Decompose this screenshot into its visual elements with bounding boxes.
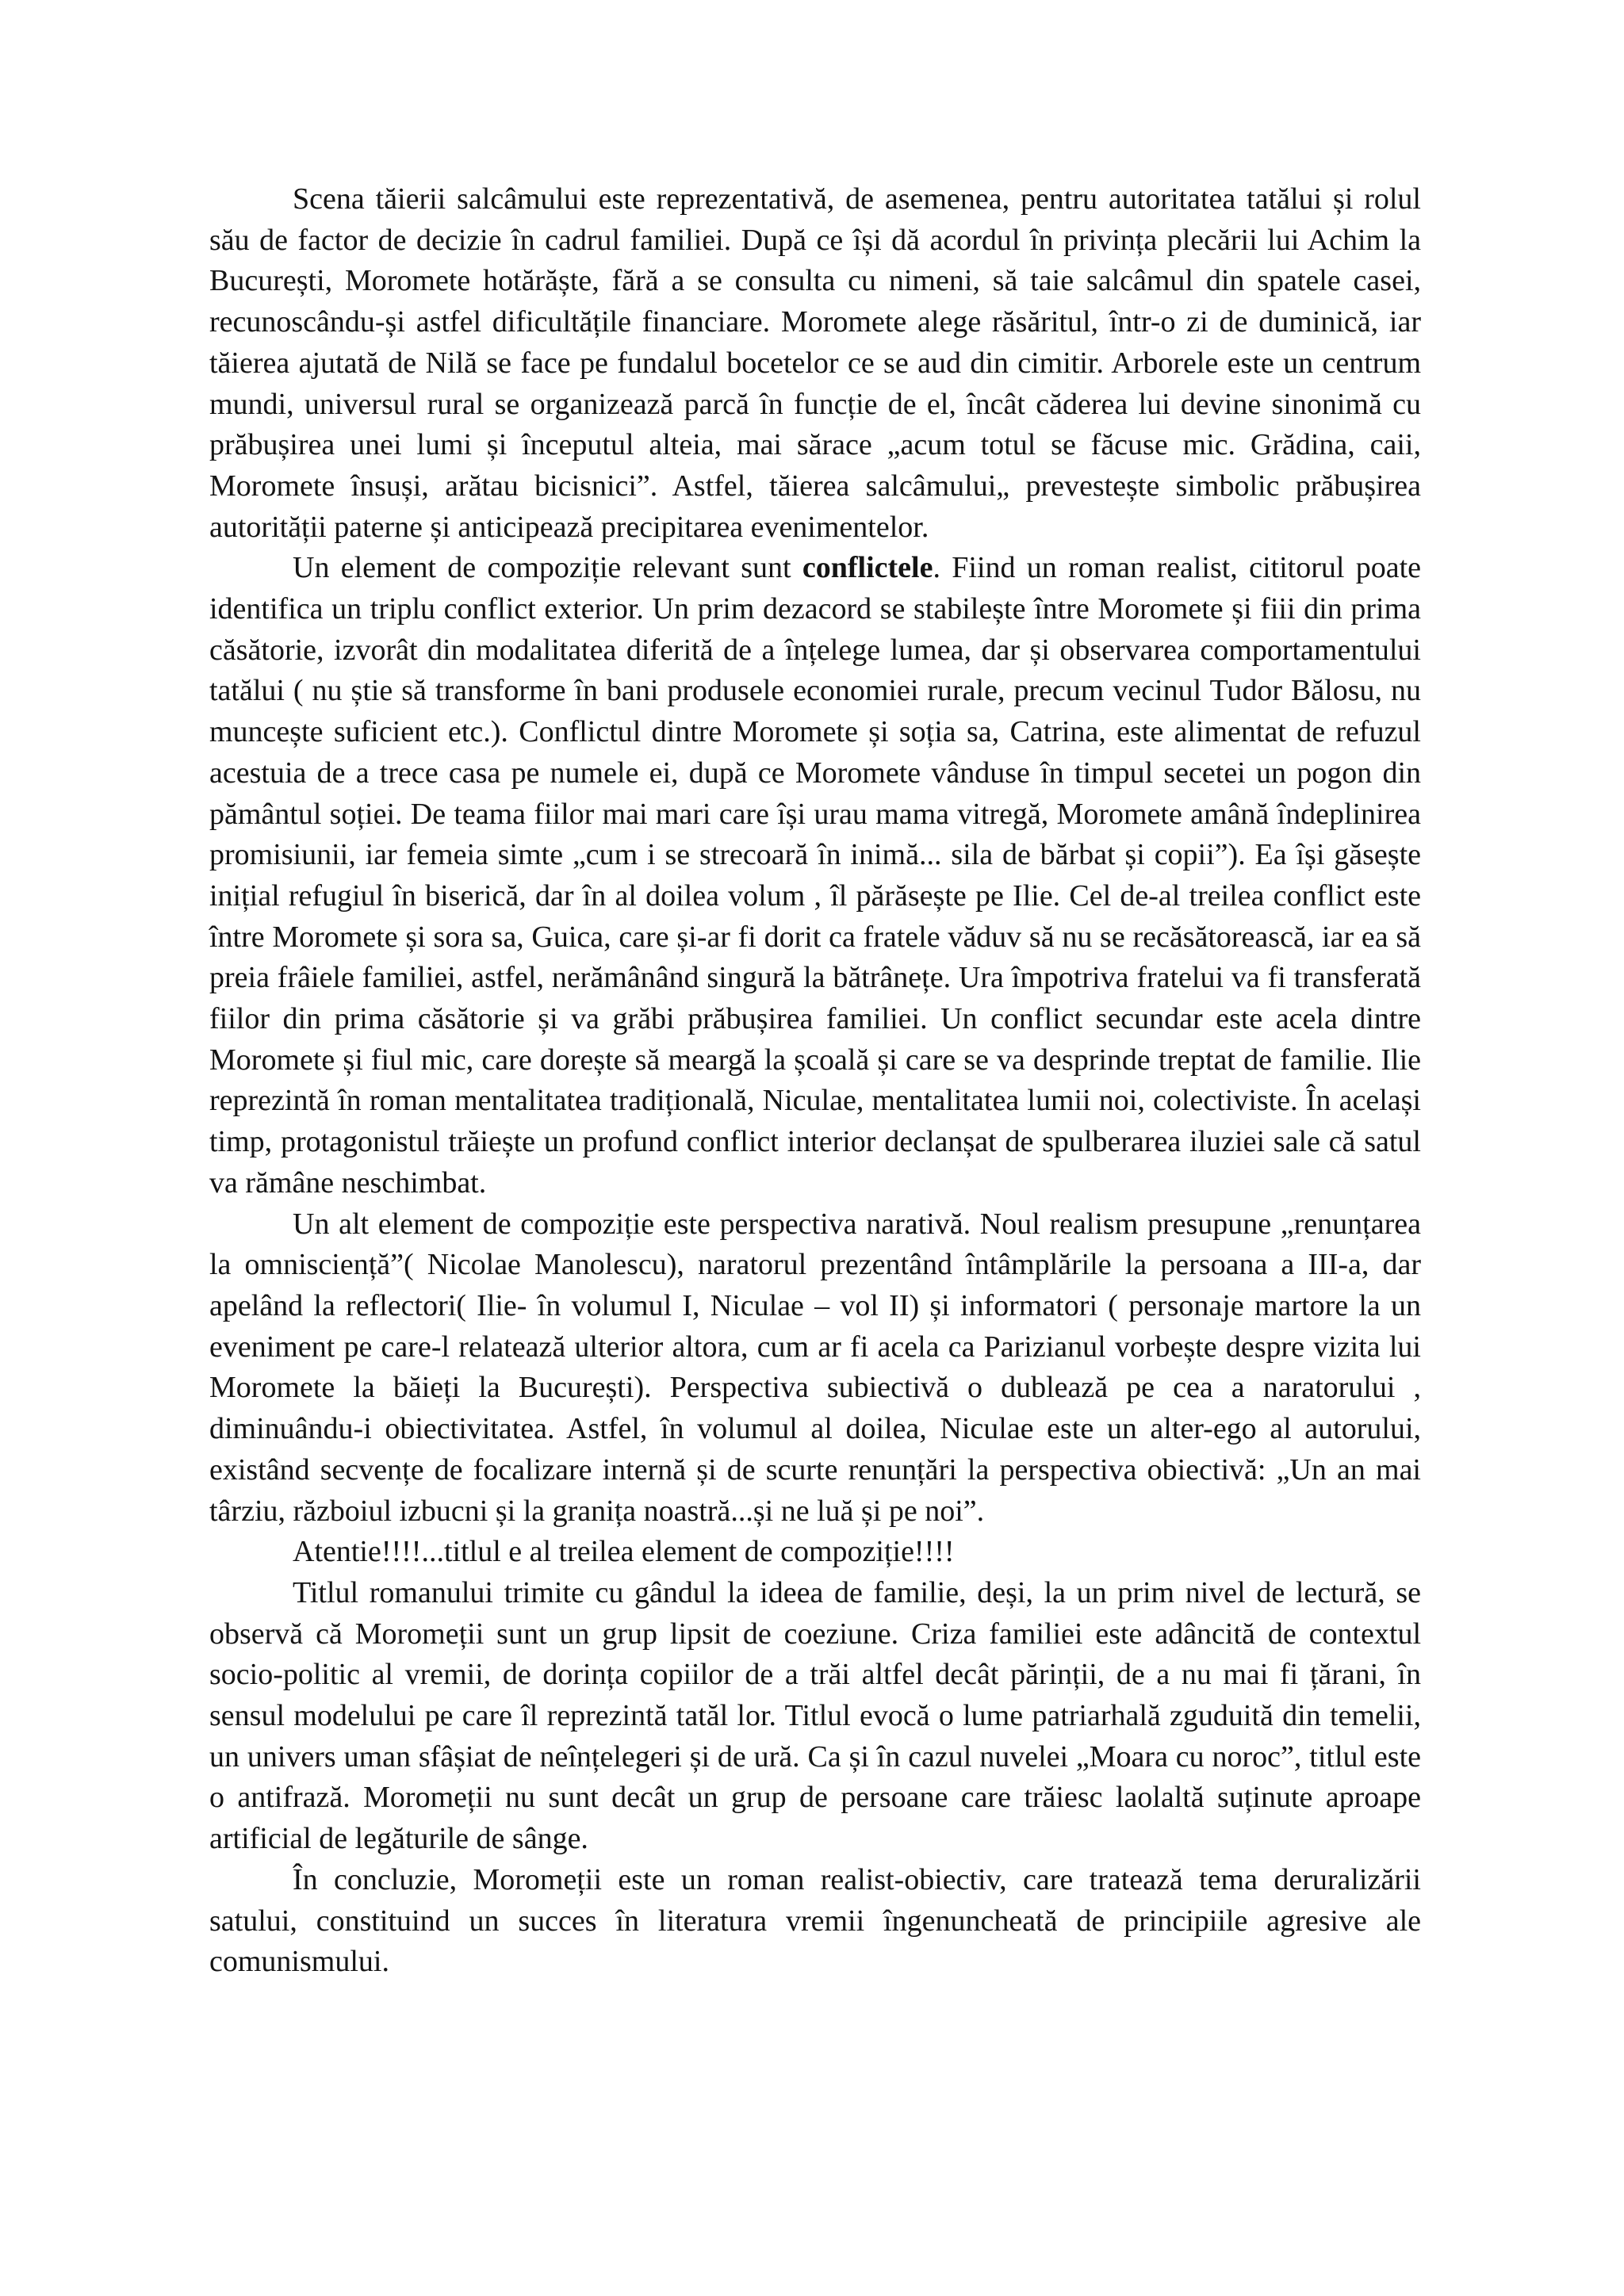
paragraph-concluzie: În concluzie, Moromeții este un roman realist-obiectiv, care tratează tema deruralizării satului, constituind un succes în literatura vremii îngenuncheată de principiile agresive ale comunismului.	[209, 1862, 1421, 1979]
paragraph-titlul: Titlul romanului trimite cu gândul la ideea de familie, deși, la un prim nivel de lectură, se observă că Moromeții sunt un grup lipsit de coeziune. Criza familiei este adâncită de contextul socio-politic al vremii, de dorința copiilor de a trăi altfel decât părinții, de a nu mai fi țărani, în sensul modelului pe care îl reprezintă tatăl lor. Titlul evocă o lume patriarhală zguduită din temelii, un univers uman sfâșiat de neînțelegeri și de ură. Ca și în cazul nuvelei „Moara cu noroc”, titlul este o antifrază. Moromeții nu sunt decât un grup de persoane care trăiesc laolaltă suținute aproape artificial de legăturile de sânge.	[209, 1575, 1421, 1856]
paragraph-conflicte-lead: Un element de compoziție relevant sunt	[293, 551, 802, 585]
paragraph-salcam: Scena tăierii salcâmului este reprezentativă, de asemenea, pentru autoritatea tatălui și rolul său de factor de decizie în cadrul familiei. După ce își dă acordul în privința plecării lui Achim la București, Moromete hotărăște, fără a se consulta cu nimeni, să taie salcâmul din spatele casei, recunoscându-și astfel dificultățile financiare. Moromete alege răsăritul, într-o zi de duminică, iar tăierea ajutată de Nilă se face pe fundalul bocetelor ce se aud din cimitir. Arborele este un centrum mundi, universul rural se organizează parcă în funcție de el, încât căderea lui devine sinonimă cu prăbușirea unei lumi și începutul alteia, mai sărace „acum totul se făcuse mic. Grădina, caii, Moromete însuși, arătau bicisnici”. Astfel, tăierea salcâmului„ prevestește simbolic prăbușirea autorității paterne și anticipează precipitarea evenimentelor.	[209, 182, 1421, 544]
paragraph-conflicte	[209, 548, 1421, 1203]
paragraph-atentie: Atentie!!!!...titlul e al treilea element de compoziție!!!!	[293, 1535, 955, 1569]
document-body	[209, 179, 1421, 1983]
paragraph-perspectiva: Un alt element de compoziție este perspectiva narativă. Noul realism presupune „renunțarea la omnisciență”( Nicolae Manolescu), naratorul prezentând întâmplările la persoana a III-a, dar apelând la reflectori( Ilie- în volumul I, Niculae – vol II) și informatori ( personaje martore la un eveniment pe care-l relatează ulterior altora, cum ar fi acela ca Parizianul vorbește despre vizita lui Moromete la băieți la București). Perspectiva subiectivă o dublează pe cea a naratorului , diminuându-i obiectivitatea. Astfel, în volumul al doilea, Niculae este un alter-ego al autorului, existând secvențe de focalizare internă și de scurte renunțări la perspectiva obiectivă: „Un an mai târziu, războiul izbucni și la granița noastră...și ne luă și pe noi”.	[209, 1207, 1421, 1528]
paragraph-conflicte-rest: . Fiind un roman realist, cititorul poate identifica un triplu conflict exterior. Un prim dezacord se stabilește între Moromete și fiii din prima căsătorie, izvorât din modalitatea diferită de a înțelege lumea, dar și observarea comportamentului tatălui ( nu știe să transforme în bani produsele economiei rurale, precum vecinul Tudor Bălosu, nu muncește suficient etc.). Conflictul dintre Moromete și soția sa, Catrina, este alimentat de refuzul acestuia de a trece casa pe numele ei, după ce Moromete vânduse în timpul secetei un pogon din pământul soției. De teama fiilor mai mari care își urau mama vitregă, Moromete amână îndeplinirea promisiunii, iar femeia simte „cum i se strecoară în inimă... sila de bărbat și copii”). Ea își găsește inițial refugiul în biserică, dar în al doilea volum , îl părăsește pe Ilie. Cel de-al treilea conflict este între Moromete și sora sa, Guica, care și-ar fi dorit ca fratele văduv să nu se recăsătorească, iar ea să preia frâiele familiei, astfel, nerămânând singură la bătrânețe. Ura împotriva fratelui va fi transferată fiilor din prima căsătorie și va grăbi prăbușirea familiei. Un conflict secundar este acela dintre Moromete și fiul mic, care dorește să meargă la școală și care se va desprinde treptat de familie. Ilie reprezintă în roman mentalitatea tradițională, Niculae, mentalitatea lumii noi, colectiviste. În același timp, protagonistul trăiește un profund conflict interior declanșat de spulberarea iluziei sale că satul va rămâne neschimbat.	[209, 551, 1421, 1200]
bold-term-conflictele: conflictele	[802, 551, 933, 585]
